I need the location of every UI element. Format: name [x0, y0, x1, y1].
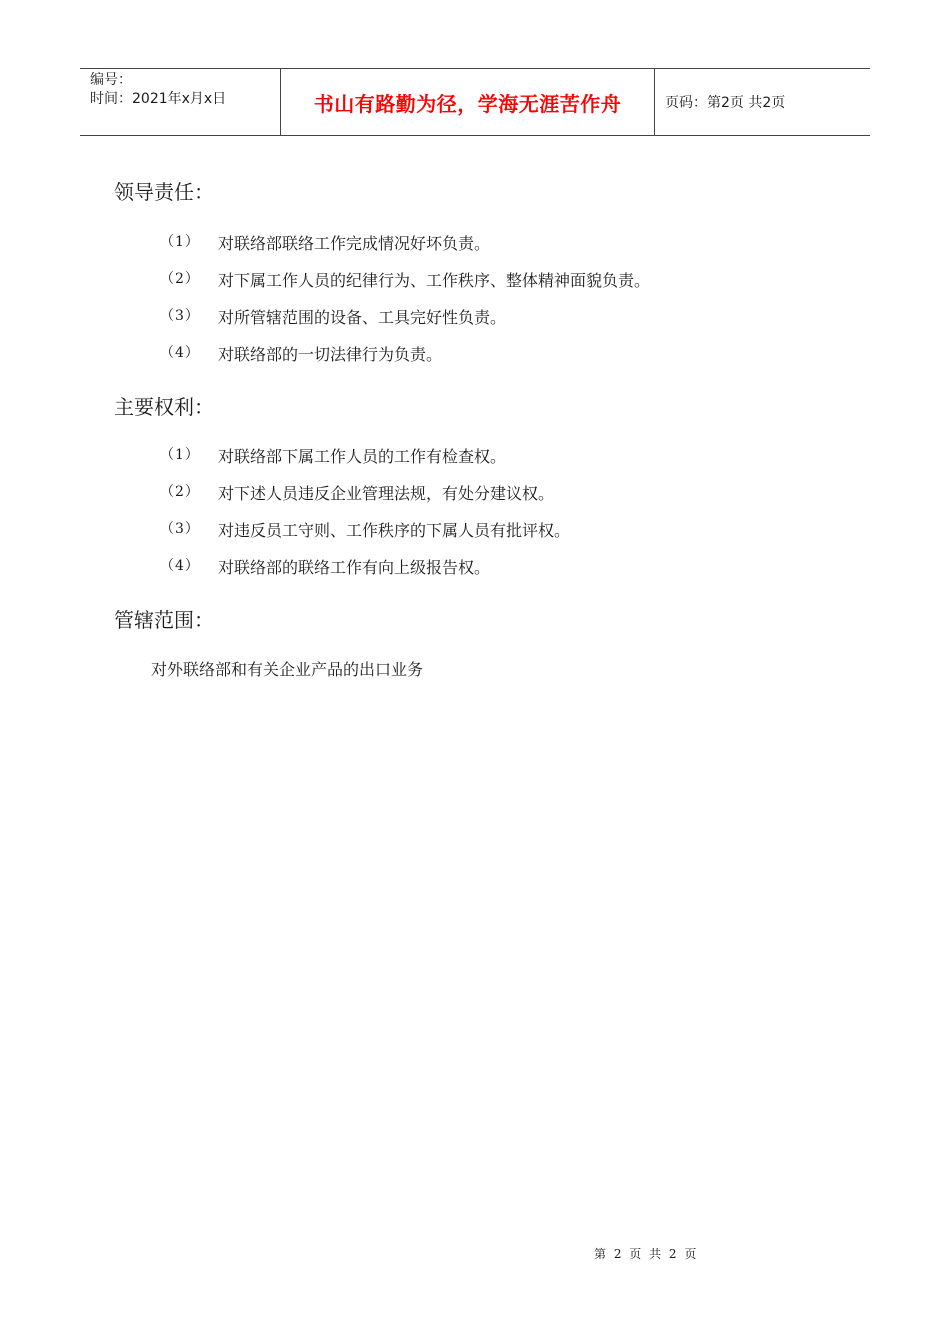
item-number: （2）	[160, 484, 200, 500]
item-text: 对下述人员违反企业管理法规，有处分建议权。	[218, 484, 555, 503]
document-header	[80, 68, 870, 136]
header-page-info: 页码：第2页 共2页	[665, 95, 786, 111]
page-footer: 第 2 页 共 2 页	[594, 1247, 697, 1261]
section-title-rights: 主要权利：	[114, 395, 214, 419]
header-meta-cell	[80, 69, 281, 135]
item-text: 对下属工作人员的纪律行为、工作秩序、整体精神面貌负责。	[218, 271, 651, 290]
list-item	[160, 268, 650, 291]
date-label: 时间：2021年x月x日	[90, 91, 227, 107]
item-text: 对联络部的联络工作有向上级报告权。	[218, 558, 491, 577]
list-item	[160, 481, 554, 504]
item-text: 对联络部下属工作人员的工作有检查权。	[218, 447, 507, 466]
item-text: 对联络部的一切法律行为负责。	[218, 345, 443, 364]
list-item	[160, 518, 570, 541]
item-number: （3）	[160, 308, 200, 324]
list-item	[160, 231, 490, 254]
scope-text: 对外联络部和有关企业产品的出口业务	[151, 660, 424, 679]
list-item	[160, 305, 506, 328]
list-item	[160, 342, 442, 365]
serial-number-label: 编号：	[90, 72, 132, 88]
header-motto: 书山有路勤为径，学海无涯苦作舟	[281, 69, 655, 135]
section-title-scope: 管辖范围：	[114, 608, 214, 632]
item-number: （3）	[160, 521, 200, 537]
item-text: 对违反员工守则、工作秩序的下属人员有批评权。	[218, 521, 571, 540]
item-number: （4）	[160, 558, 200, 574]
item-text: 对联络部联络工作完成情况好坏负责。	[218, 234, 491, 253]
item-number: （2）	[160, 271, 200, 287]
list-item	[160, 555, 490, 578]
item-number: （4）	[160, 345, 200, 361]
list-item	[160, 444, 506, 467]
section-title-leadership: 领导责任：	[114, 180, 214, 204]
item-number: （1）	[160, 234, 200, 250]
item-number: （1）	[160, 447, 200, 463]
item-text: 对所管辖范围的设备、工具完好性负责。	[218, 308, 507, 327]
